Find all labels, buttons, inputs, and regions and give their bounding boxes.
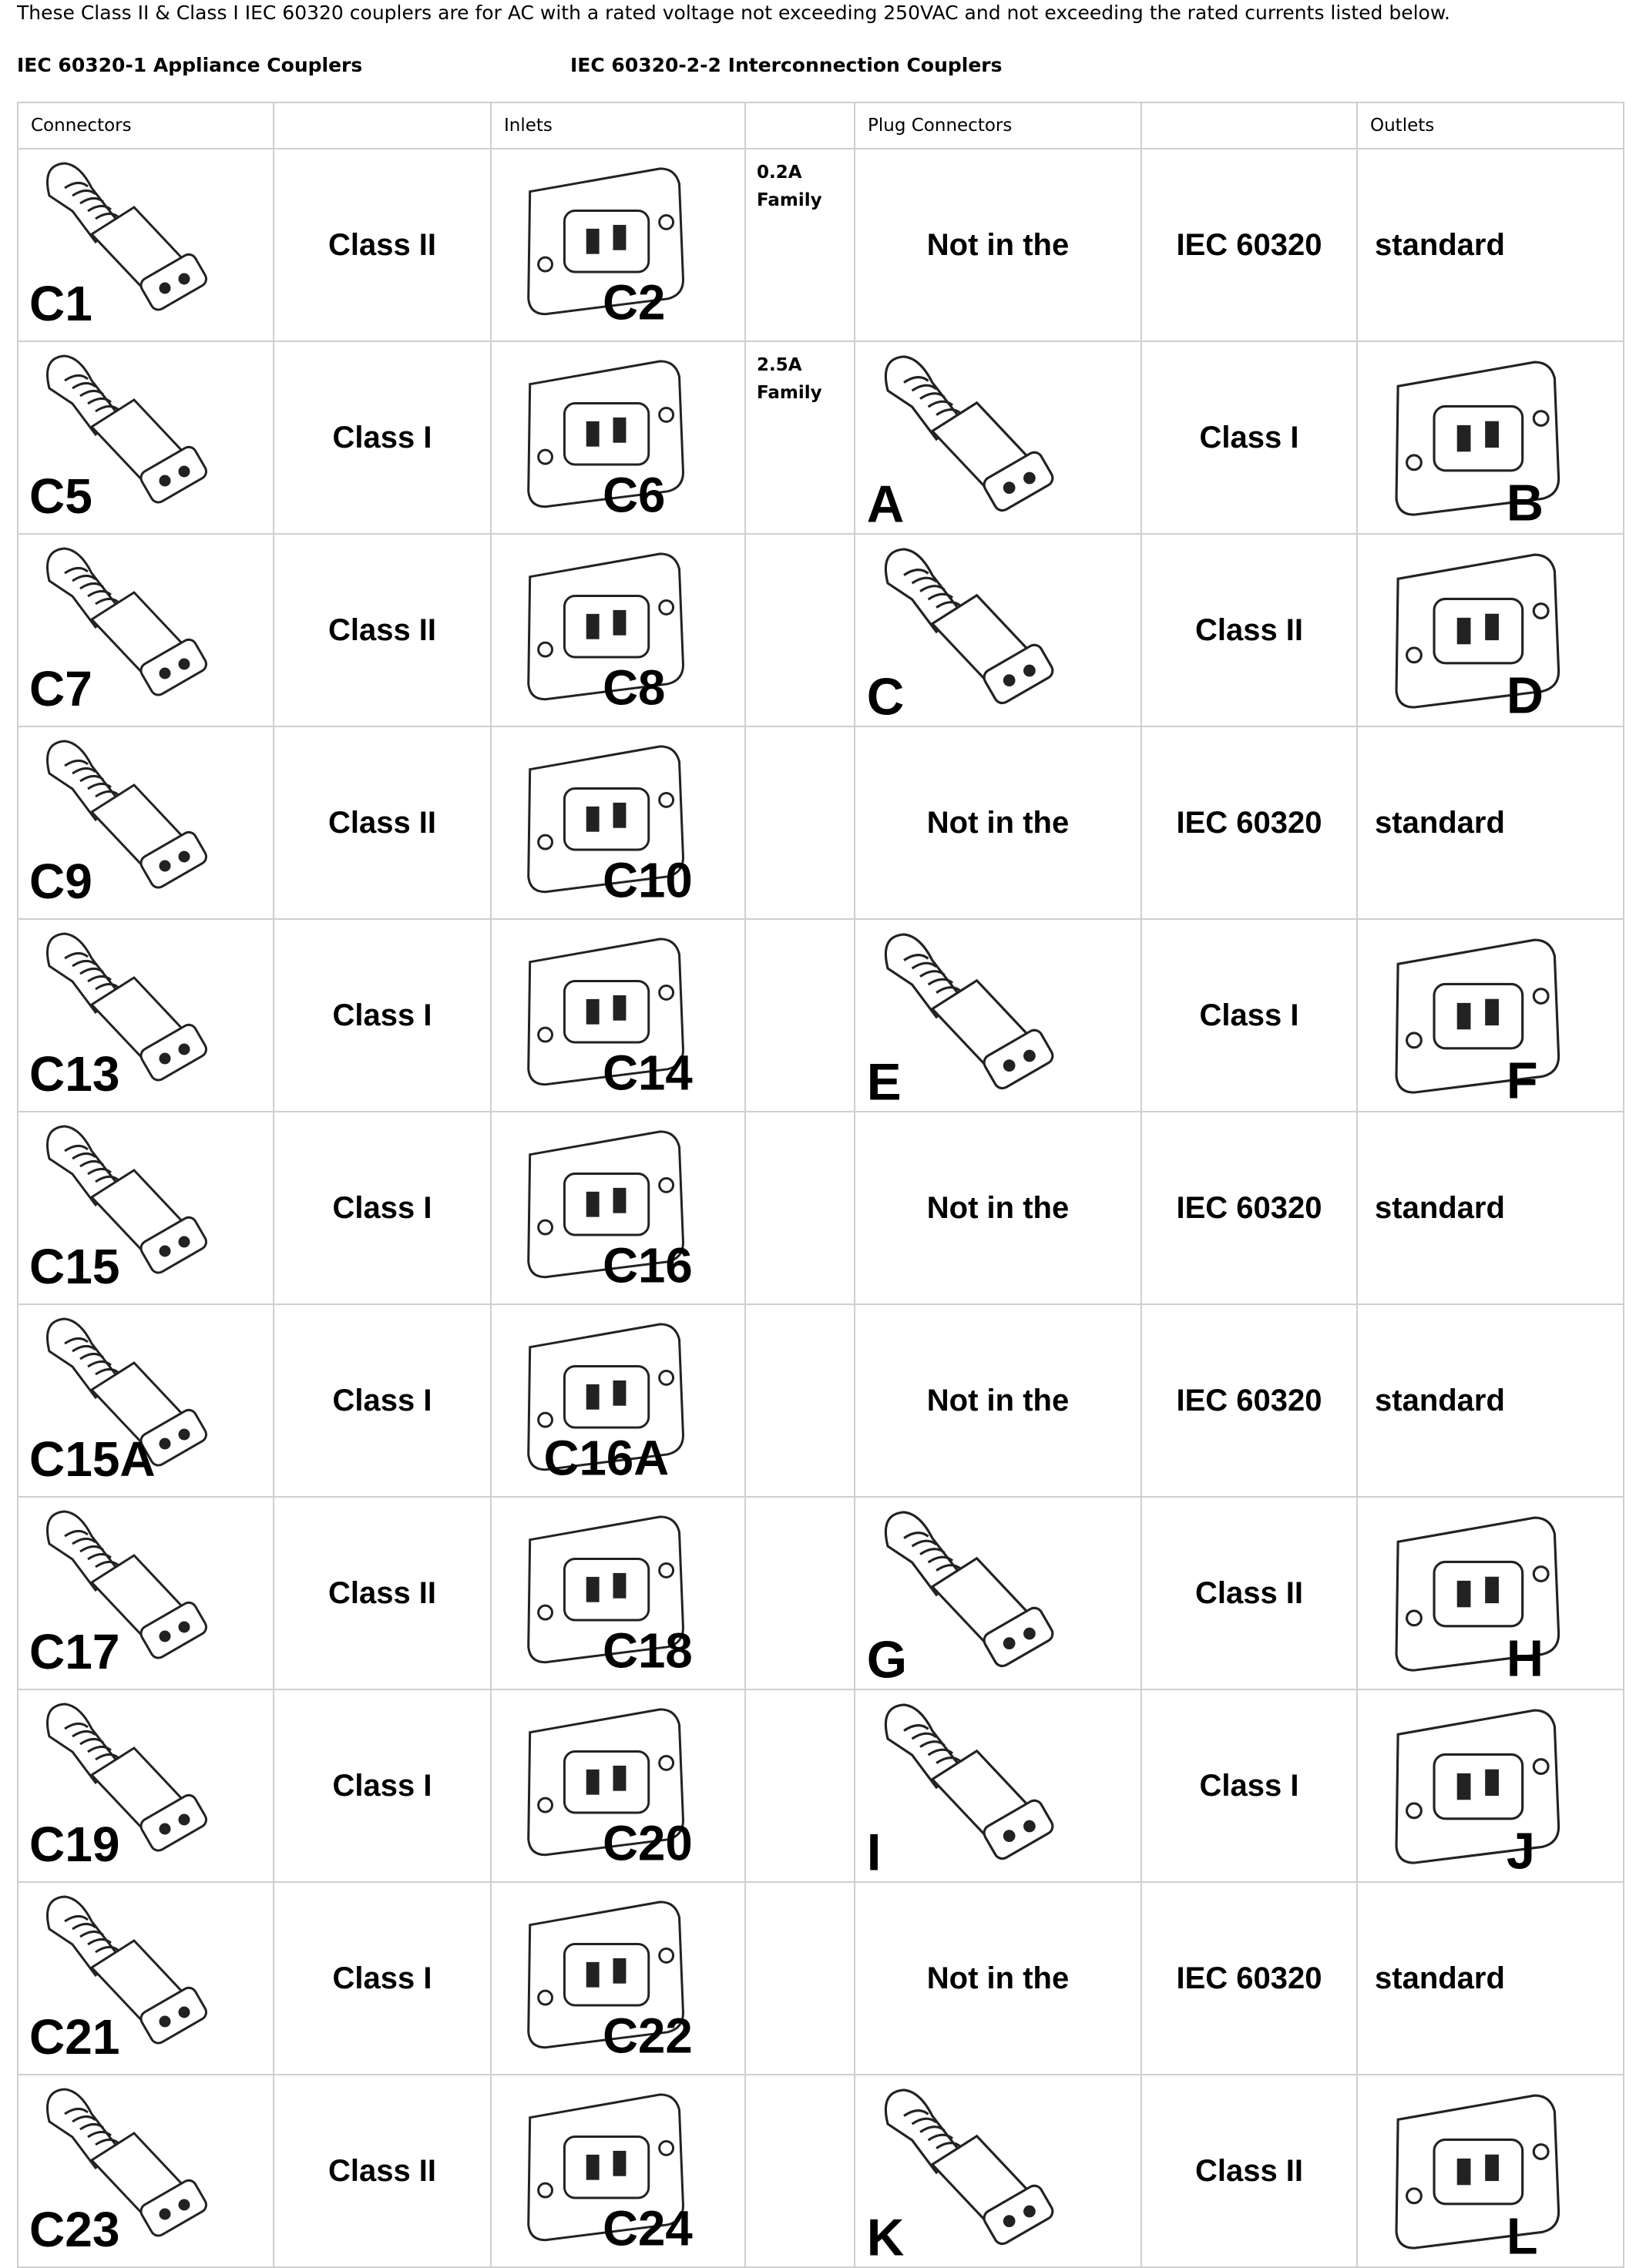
not-in-standard-plug-cell: Not in the bbox=[855, 1882, 1141, 2075]
table-row bbox=[18, 1882, 1624, 2075]
not-in-standard-plug-cell: Not in the bbox=[855, 1304, 1141, 1497]
coupler-table bbox=[17, 102, 1624, 2268]
connector-label: A bbox=[866, 475, 905, 533]
table-row bbox=[18, 341, 1624, 534]
inlet-label: C16 bbox=[603, 1238, 693, 1293]
inlet-label: C24 bbox=[603, 2201, 693, 2256]
class-cell: Class I bbox=[274, 1304, 491, 1497]
inlet-cell bbox=[491, 1497, 745, 1689]
column-header: Outlets bbox=[1357, 102, 1624, 149]
inlet-cell bbox=[491, 726, 745, 919]
inlet-cell bbox=[491, 1689, 745, 1882]
inlet-label: L bbox=[1506, 2208, 1538, 2266]
interconnection-class-cell: Class I bbox=[1141, 1689, 1357, 1882]
inlet-label: F bbox=[1506, 1052, 1538, 1110]
inlet-cell bbox=[491, 534, 745, 726]
outlet-cell bbox=[1357, 534, 1624, 726]
table-row bbox=[18, 1497, 1624, 1689]
family-cell bbox=[745, 726, 855, 919]
interconnection-class-cell: Class II bbox=[1141, 1497, 1357, 1689]
connector-cell bbox=[18, 149, 274, 341]
family-text: Family bbox=[757, 383, 822, 403]
outlet-cell bbox=[1357, 919, 1624, 1112]
family-text: 2.5A bbox=[757, 355, 802, 375]
interconnection-class-cell: Class II bbox=[1141, 534, 1357, 726]
interconnection-class-cell: Class I bbox=[1141, 919, 1357, 1112]
heading-interconnection-couplers: IEC 60320-2-2 Interconnection Couplers bbox=[570, 54, 1003, 76]
interconnection-class-cell: Class I bbox=[1141, 341, 1357, 534]
inlet-cell bbox=[491, 1882, 745, 2075]
family-cell bbox=[745, 1304, 855, 1497]
not-in-standard-ic-class-cell: IEC 60320 bbox=[1141, 1882, 1357, 2075]
inlet-label: C14 bbox=[603, 1045, 693, 1101]
connector-label: G bbox=[866, 1631, 908, 1689]
inlet-cell bbox=[491, 341, 745, 534]
connector-label: C9 bbox=[29, 854, 92, 909]
table-row bbox=[18, 1304, 1624, 1497]
not-in-standard-outlet-cell: standard bbox=[1357, 726, 1624, 919]
not-in-standard-plug-cell: Not in the bbox=[855, 726, 1141, 919]
class-cell: Class I bbox=[274, 1689, 491, 1882]
connector-label: C21 bbox=[29, 2009, 120, 2065]
plug-connector-cell bbox=[855, 2075, 1141, 2267]
table-row bbox=[18, 149, 1624, 341]
class-cell: Class I bbox=[274, 341, 491, 534]
inlet-label: H bbox=[1506, 1630, 1544, 1688]
plug-connector-cell bbox=[855, 341, 1141, 534]
outlet-cell bbox=[1357, 1689, 1624, 1882]
not-in-standard-ic-class-cell: IEC 60320 bbox=[1141, 149, 1357, 341]
connector-label: C23 bbox=[29, 2202, 120, 2257]
plug-connector-cell bbox=[855, 1689, 1141, 1882]
heading-appliance-couplers: IEC 60320-1 Appliance Couplers bbox=[17, 54, 363, 76]
class-cell: Class II bbox=[274, 2075, 491, 2267]
family-cell bbox=[745, 1112, 855, 1304]
inlet-label: C10 bbox=[603, 853, 693, 908]
interconnection-class-cell: Class II bbox=[1141, 2075, 1357, 2267]
table-row bbox=[18, 2075, 1624, 2267]
connector-label: C15A bbox=[29, 1431, 156, 1487]
column-header bbox=[745, 102, 855, 149]
column-header bbox=[274, 102, 491, 149]
not-in-standard-outlet-cell: standard bbox=[1357, 1882, 1624, 2075]
not-in-standard-ic-class-cell: IEC 60320 bbox=[1141, 726, 1357, 919]
class-cell: Class II bbox=[274, 1497, 491, 1689]
column-header bbox=[1141, 102, 1357, 149]
inlet-label: C20 bbox=[603, 1816, 693, 1871]
class-cell: Class II bbox=[274, 149, 491, 341]
inlet-cell bbox=[491, 1304, 745, 1497]
inlet-cell bbox=[491, 149, 745, 341]
connector-label: I bbox=[866, 1823, 882, 1881]
family-cell bbox=[745, 534, 855, 726]
plug-connector-cell bbox=[855, 534, 1141, 726]
connector-cell bbox=[18, 341, 274, 534]
not-in-standard-ic-class-cell: IEC 60320 bbox=[1141, 1112, 1357, 1304]
inlet-label: C22 bbox=[603, 2008, 693, 2064]
connector-cell bbox=[18, 1882, 274, 2075]
plug-connector-cell bbox=[855, 919, 1141, 1112]
family-cell bbox=[745, 341, 855, 534]
family-cell bbox=[745, 2075, 855, 2267]
connector-cell bbox=[18, 534, 274, 726]
inlet-cell bbox=[491, 919, 745, 1112]
connector-cell bbox=[18, 919, 274, 1112]
table-row bbox=[18, 726, 1624, 919]
outlet-cell bbox=[1357, 1497, 1624, 1689]
family-cell bbox=[745, 149, 855, 341]
intro-text: These Class II & Class I IEC 60320 couplers are for AC with a rated voltage not exceeding 250VAC and not exceeding the rated currents listed below. bbox=[17, 2, 1450, 24]
family-cell bbox=[745, 1497, 855, 1689]
connector-cell bbox=[18, 2075, 274, 2267]
not-in-standard-outlet-cell: standard bbox=[1357, 1304, 1624, 1497]
family-cell bbox=[745, 919, 855, 1112]
connector-label: C1 bbox=[29, 276, 92, 331]
connector-icon bbox=[885, 549, 1055, 706]
inlet-label: J bbox=[1506, 1823, 1535, 1880]
connector-icon bbox=[885, 934, 1055, 1091]
table-row bbox=[18, 919, 1624, 1112]
outlet-cell bbox=[1357, 341, 1624, 534]
class-cell: Class I bbox=[274, 1882, 491, 2075]
inlet-cell bbox=[491, 2075, 745, 2267]
family-text: Family bbox=[757, 190, 822, 210]
connector-icon bbox=[885, 2090, 1055, 2246]
family-cell bbox=[745, 1882, 855, 2075]
plug-connector-cell bbox=[855, 1497, 1141, 1689]
connector-label: C13 bbox=[29, 1046, 120, 1102]
connector-cell bbox=[18, 1497, 274, 1689]
connector-cell bbox=[18, 1689, 274, 1882]
inlet-label: C2 bbox=[603, 275, 666, 330]
connector-label: C5 bbox=[29, 468, 92, 524]
table-row bbox=[18, 534, 1624, 726]
connector-label: C bbox=[866, 668, 905, 726]
connector-label: C17 bbox=[29, 1624, 120, 1679]
not-in-standard-plug-cell: Not in the bbox=[855, 1112, 1141, 1304]
connector-label: C15 bbox=[29, 1239, 120, 1294]
connector-icon bbox=[885, 1705, 1055, 1861]
inlet-cell bbox=[491, 1112, 745, 1304]
connector-label: C19 bbox=[29, 1817, 120, 1872]
inlet-label: C18 bbox=[603, 1623, 693, 1679]
class-cell: Class I bbox=[274, 919, 491, 1112]
not-in-standard-plug-cell: Not in the bbox=[855, 149, 1141, 341]
connector-label: K bbox=[866, 2209, 905, 2266]
class-cell: Class I bbox=[274, 1112, 491, 1304]
column-header: Inlets bbox=[491, 102, 745, 149]
connector-label: C7 bbox=[29, 661, 92, 716]
connector-icon bbox=[885, 1512, 1055, 1669]
column-header: Plug Connectors bbox=[855, 102, 1141, 149]
connector-label: E bbox=[866, 1053, 902, 1111]
outlet-cell bbox=[1357, 2075, 1624, 2267]
family-text: 0.2A bbox=[757, 163, 802, 183]
table-header-row bbox=[18, 102, 1624, 149]
family-cell bbox=[745, 1689, 855, 1882]
connector-cell bbox=[18, 1112, 274, 1304]
inlet-label: C16A bbox=[543, 1431, 670, 1486]
connector-cell bbox=[18, 726, 274, 919]
not-in-standard-outlet-cell: standard bbox=[1357, 1112, 1624, 1304]
not-in-standard-outlet-cell: standard bbox=[1357, 149, 1624, 341]
inlet-label: D bbox=[1506, 667, 1544, 725]
connector-cell bbox=[18, 1304, 274, 1497]
connector-icon bbox=[885, 357, 1055, 513]
class-cell: Class II bbox=[274, 726, 491, 919]
inlet-label: C8 bbox=[603, 660, 666, 716]
table-row bbox=[18, 1689, 1624, 1882]
inlet-label: B bbox=[1506, 475, 1544, 532]
column-header: Connectors bbox=[18, 102, 274, 149]
not-in-standard-ic-class-cell: IEC 60320 bbox=[1141, 1304, 1357, 1497]
class-cell: Class II bbox=[274, 534, 491, 726]
table-row bbox=[18, 1112, 1624, 1304]
inlet-label: C6 bbox=[603, 468, 666, 523]
